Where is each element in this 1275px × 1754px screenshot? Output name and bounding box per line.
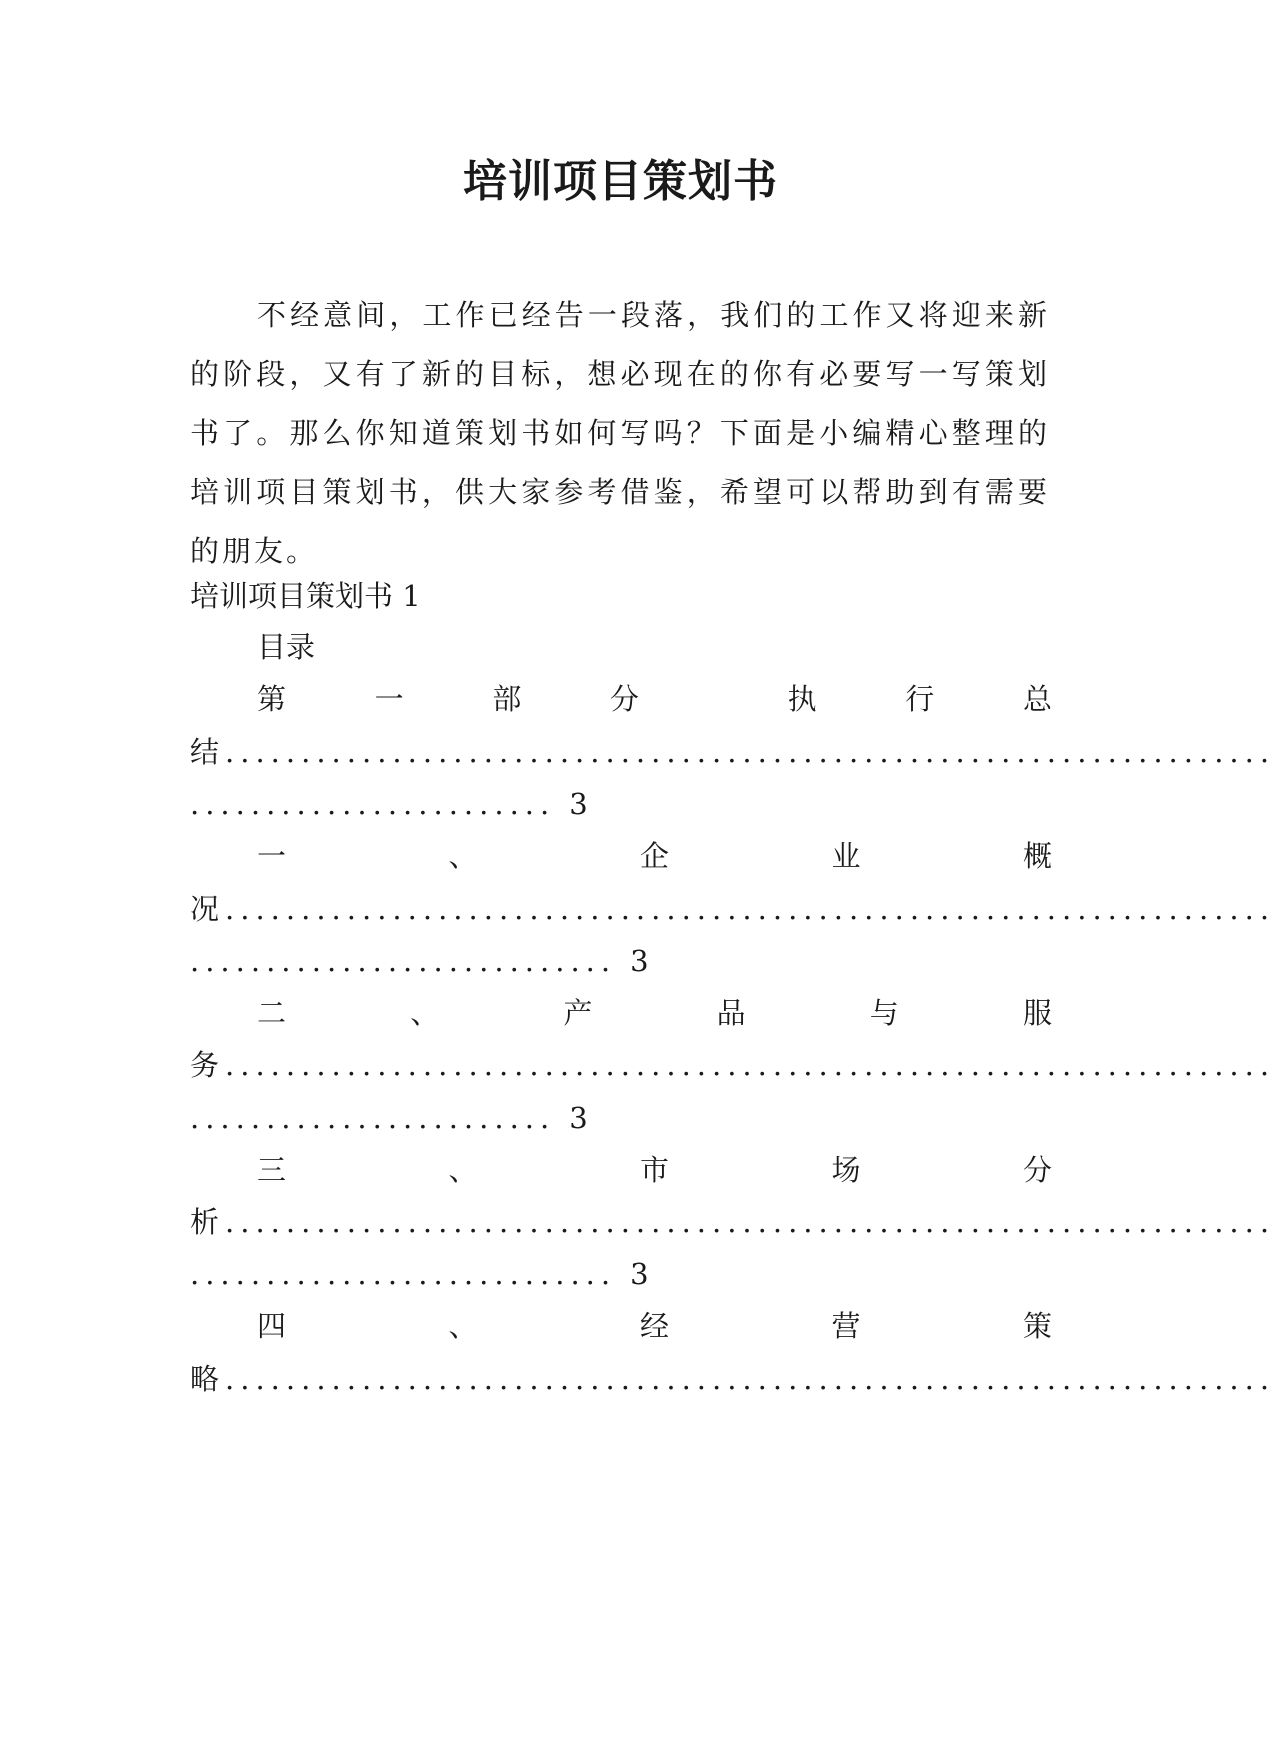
toc-entry-3-leader [190, 1045, 1275, 1085]
toc-page-number: 3 [630, 944, 649, 978]
toc-char: 市 [639, 1153, 669, 1187]
toc-char: 略 [190, 1362, 220, 1396]
toc-char: 营 [831, 1309, 861, 1343]
toc-entry-1-leader [190, 732, 1275, 772]
dot-leader: ............................ [190, 944, 617, 978]
toc-char: 结 [190, 735, 220, 769]
toc-char: 况 [190, 892, 220, 926]
toc-entry-5-heading [257, 1306, 1052, 1346]
toc-entry-1-heading [257, 679, 1052, 719]
section-heading: 培训项目策划书 1 [190, 579, 421, 613]
toc-entry-4-leader [190, 1202, 1275, 1242]
toc-char: 产 [563, 996, 593, 1030]
toc-char: 服 [1022, 996, 1052, 1030]
dot-leader: ..................................................................... [225, 1205, 1275, 1239]
dot-leader: ..................................................................... [225, 1048, 1275, 1082]
toc-entry-4-page [190, 1254, 649, 1294]
toc-char: 析 [190, 1205, 220, 1239]
toc-char: 部 [492, 682, 522, 716]
dot-leader: ............................ [190, 1257, 617, 1291]
toc-char: 与 [869, 996, 899, 1030]
toc-char: 品 [716, 996, 746, 1030]
toc-char: 分 [609, 682, 639, 716]
toc-char: 务 [190, 1048, 220, 1082]
dot-leader: ........................ [190, 1101, 556, 1135]
toc-page-number: 3 [630, 1257, 649, 1291]
toc-char: 企 [639, 839, 669, 873]
toc-page-number: 3 [569, 787, 588, 821]
dot-leader: ..................................................................... [225, 1362, 1275, 1396]
toc-char: 、 [448, 1309, 478, 1343]
toc-char: 执 [787, 682, 817, 716]
toc-char: 一 [257, 839, 287, 873]
toc-entry-3-heading [257, 993, 1052, 1033]
toc-char: 、 [448, 839, 478, 873]
toc-char: 概 [1022, 839, 1052, 873]
dot-leader: ........................ [190, 787, 556, 821]
toc-char: 行 [905, 682, 935, 716]
toc-char: 场 [831, 1153, 861, 1187]
toc-char: 、 [448, 1153, 478, 1187]
toc-entry-3-page [190, 1098, 588, 1138]
toc-char: 业 [831, 839, 861, 873]
intro-paragraph: 不经意间，工作已经告一段落，我们的工作又将迎来新的阶段，又有了新的目标，想必现在的你有必要写一写策划书了。那么你知道策划书如何写吗？下面是小编精心整理的培训项目策划书，供大家参考借鉴，希望可以帮助到有需要的朋友。 [190, 298, 1050, 568]
toc-entry-4-heading [257, 1150, 1052, 1190]
toc-page-number: 3 [569, 1101, 588, 1135]
toc-char: 第 [257, 682, 287, 716]
toc-char: 三 [257, 1153, 287, 1187]
toc-char: 、 [410, 996, 440, 1030]
toc-entry-2-leader [190, 889, 1275, 929]
toc-entry-1-page [190, 784, 588, 824]
dot-leader: ..................................................................... [225, 892, 1275, 926]
toc-entry-2-heading [257, 836, 1052, 876]
toc-char: 分 [1022, 1153, 1052, 1187]
toc-char: 策 [1022, 1309, 1052, 1343]
toc-entry-5-leader [190, 1359, 1275, 1399]
toc-char: 一 [374, 682, 404, 716]
toc-char: 二 [257, 996, 287, 1030]
toc-entry-2-page [190, 941, 649, 981]
toc-char: 经 [639, 1309, 669, 1343]
toc-char: 四 [257, 1309, 287, 1343]
toc-char: 总 [1022, 682, 1052, 716]
dot-leader: ..................................................................... [225, 735, 1275, 769]
toc-label: 目录 [257, 630, 316, 664]
document-title: 培训项目策划书 [463, 156, 778, 207]
